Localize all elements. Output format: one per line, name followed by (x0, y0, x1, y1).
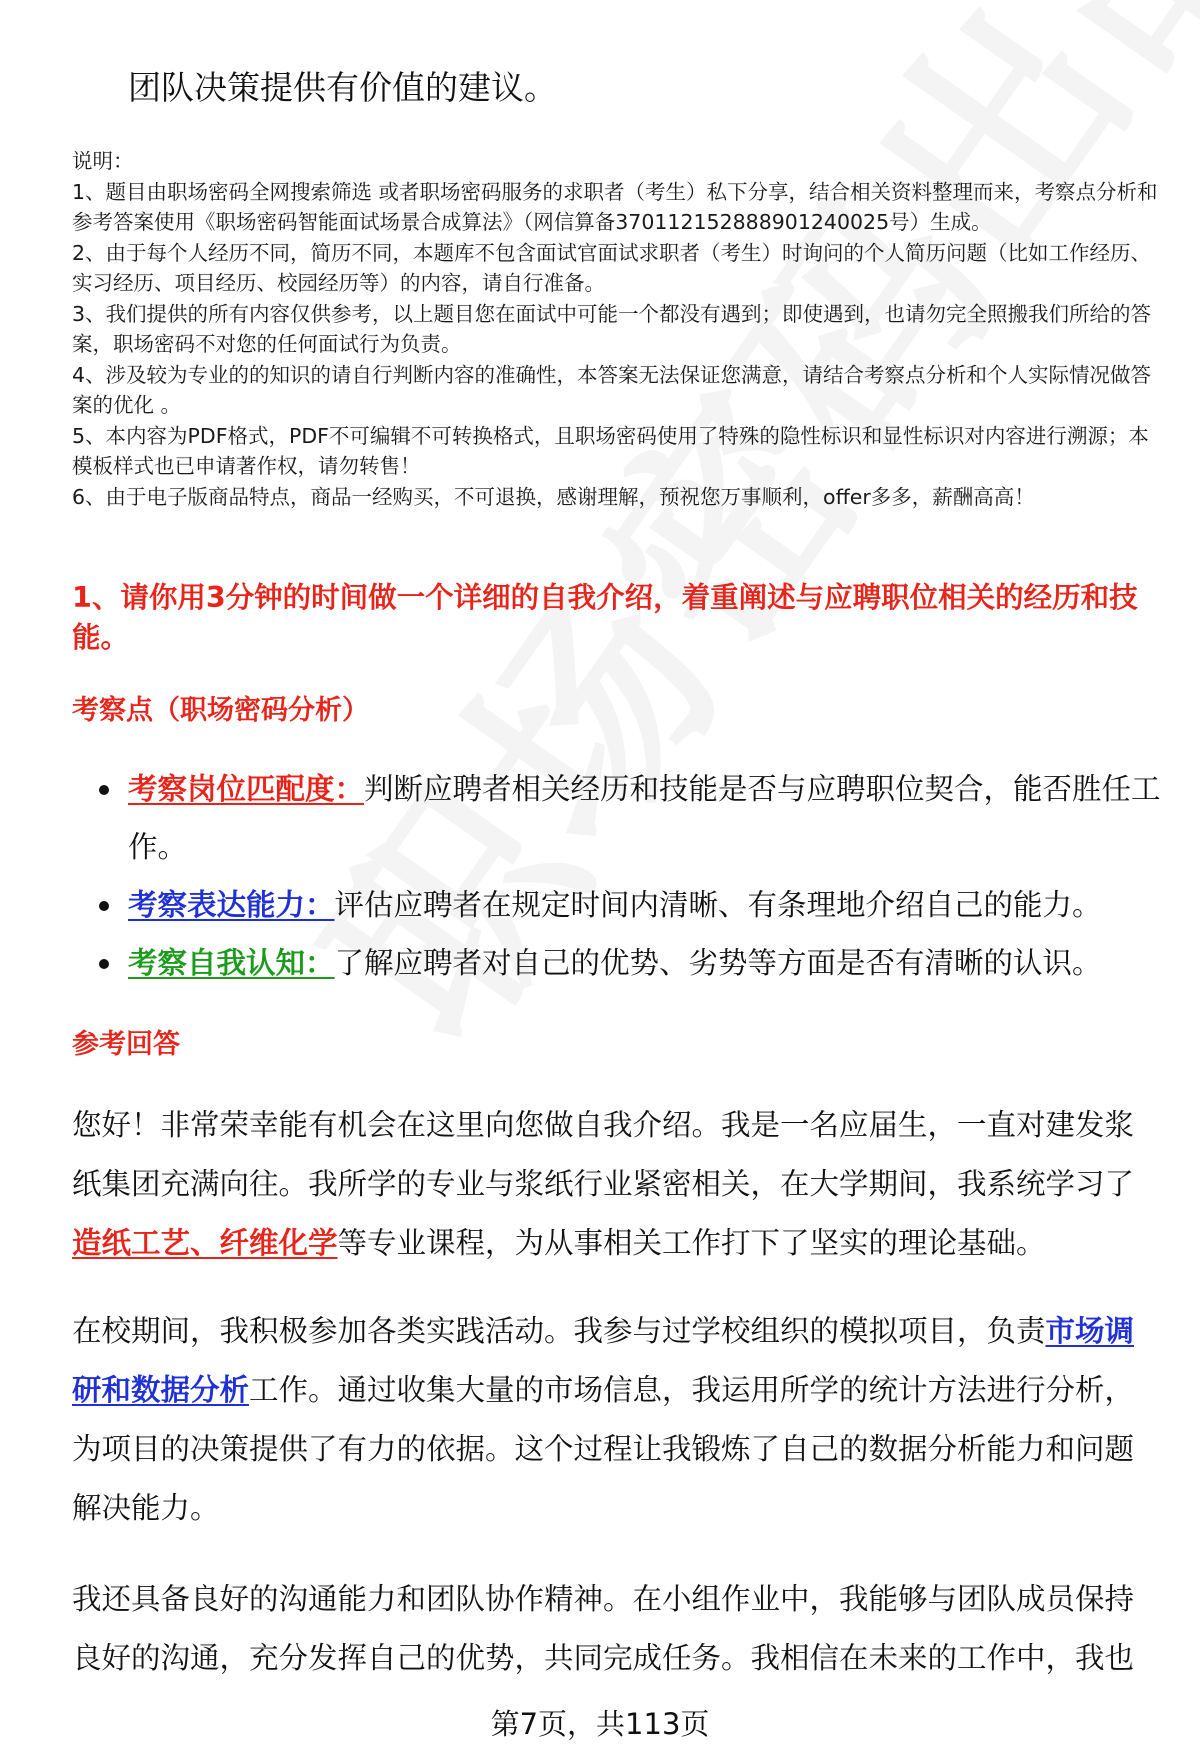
answer-paragraph: 我还具备良好的沟通能力和团队协作精神。在小组作业中，我能够与团队成员保持良好的沟通，充分发挥自己的优势，共同完成任务。我相信在未来的工作中，我也 (72, 1582, 1135, 1675)
analysis-tag: 考察自我认知： (128, 946, 335, 980)
note-item: 5、本内容为PDF格式，PDF不可编辑不可转换格式，且职场密码使用了特殊的隐性标识和显性标识对内容进行溯源；本模板样式也已申请著作权，请勿转售！ (72, 423, 1149, 478)
analysis-point (92, 934, 1162, 992)
answer-text: 在校期间，我积极参加各类实践活动。我参与过学校组织的模拟项目，负责 (72, 1314, 1046, 1348)
analysis-heading: 考察点（职场密码分析） (72, 695, 369, 726)
answer-highlight: 市场调研和数据分析 (72, 1314, 1135, 1407)
page-number: 第7页，共113页 (490, 1707, 710, 1741)
continued-text: 团队决策提供有价值的建议。 (128, 68, 557, 107)
analysis-point (92, 760, 1162, 876)
notes-title: 说明： (72, 149, 134, 173)
answer-paragraph (72, 1096, 1158, 1273)
analysis-text: 了解应聘者对自己的优势、劣势等方面是否有清晰的认识。 (334, 946, 1102, 980)
answer-text: 您好！非常荣幸能有机会在这里向您做自我介绍。我是一名应届生，一直对建发浆纸集团充满向往。我所学的专业与浆纸行业紧密相关，在大学期间，我系统学习了 (72, 1108, 1135, 1201)
note-item: 6、由于电子版商品特点，商品一经购买，不可退换，感谢理解，预祝您万事顺利，offer多多，薪酬高高！ (72, 484, 1035, 509)
note-item: 3、我们提供的所有内容仅供参考，以上题目您在面试中可能一个都没有遇到；即使遇到，也请勿完全照搬我们所给的答案，职场密码不对您的任何面试行为负责。 (72, 301, 1152, 356)
analysis-tag: 考察岗位匹配度： (128, 772, 365, 806)
analysis-tag: 考察表达能力： (128, 888, 335, 922)
answer-paragraph (72, 1302, 1158, 1538)
note-item: 2、由于每个人经历不同，简历不同，本题库不包含面试官面试求职者（考生）时询问的个人简历问题（比如工作经历、实习经历、项目经历、校园经历等）的内容，请自行准备。 (72, 240, 1152, 295)
analysis-text: 评估应聘者在规定时间内清晰、有条理地介绍自己的能力。 (334, 888, 1102, 922)
answer-text: 等专业课程，为从事相关工作打下了坚实的理论基础。 (337, 1226, 1046, 1260)
note-item: 4、涉及较为专业的的知识的请自行判断内容的准确性，本答案无法保证您满意，请结合考察点分析和个人实际情况做答案的优化 。 (72, 362, 1152, 417)
notes-block (72, 146, 1158, 512)
analysis-list (92, 760, 1162, 992)
analysis-point (92, 876, 1162, 934)
answer-text: 工作。通过收集大量的市场信息，我运用所学的统计方法进行分析，为项目的决策提供了有力的依据。这个过程让我锻炼了自己的数据分析能力和问题解决能力。 (72, 1373, 1135, 1525)
question-title: 1、请你用3分钟的时间做一个详细的自我介绍，着重阐述与应聘职位相关的经历和技能。 (72, 581, 1138, 654)
answer-highlight: 造纸工艺、纤维化学 (72, 1226, 338, 1260)
note-item: 1、题目由职场密码全网搜索筛选 或者职场密码服务的求职者（考生）私下分享，结合相关资料整理而来，考察点分析和参考答案使用《职场密码智能面试场景合成算法》（网信算备370112152888901240025号）生成。 (72, 179, 1158, 234)
answer-heading: 参考回答 (72, 1029, 180, 1060)
analysis-text: 判断应聘者相关经历和技能是否与应聘职位契合，能否胜任工作。 (128, 772, 1161, 864)
